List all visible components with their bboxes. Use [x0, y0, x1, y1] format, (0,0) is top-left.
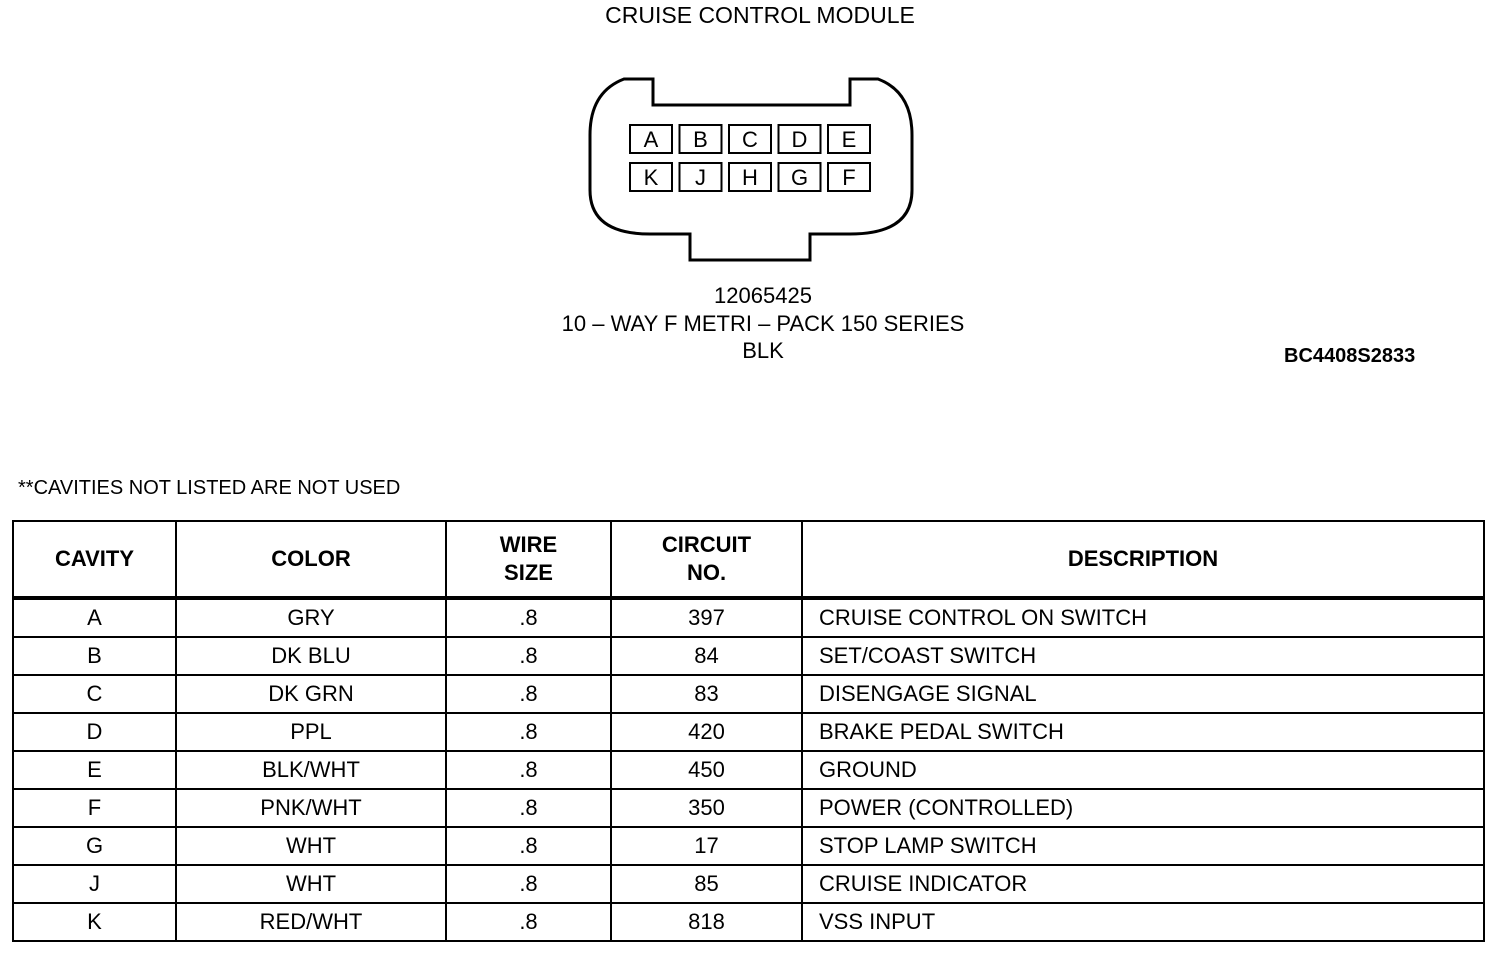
pin-label: F [842, 165, 856, 190]
table-row [13, 827, 1484, 865]
cavity-table [12, 520, 1485, 942]
cell-cavity: D [13, 713, 176, 751]
cell-color: WHT [176, 865, 446, 903]
connector-drawing [0, 0, 1504, 280]
cell-cavity: K [13, 903, 176, 941]
table-header-row [13, 521, 1484, 598]
header-color: COLOR [176, 521, 446, 598]
header-cavity: CAVITY [13, 521, 176, 598]
header-description: DESCRIPTION [802, 521, 1484, 598]
cell-description: VSS INPUT [802, 903, 1484, 941]
cell-wire-size: .8 [446, 903, 611, 941]
cell-description: DISENGAGE SIGNAL [802, 675, 1484, 713]
cell-description: SET/COAST SWITCH [802, 637, 1484, 675]
table-row [13, 751, 1484, 789]
table-row [13, 598, 1484, 637]
table-row [13, 675, 1484, 713]
cell-cavity: C [13, 675, 176, 713]
cell-circuit: 17 [611, 827, 802, 865]
cell-description: CRUISE INDICATOR [802, 865, 1484, 903]
pin-label: D [791, 127, 808, 152]
cell-circuit: 420 [611, 713, 802, 751]
pin-label: A [643, 127, 659, 152]
cell-description: STOP LAMP SWITCH [802, 827, 1484, 865]
cell-color: DK GRN [176, 675, 446, 713]
cell-cavity: E [13, 751, 176, 789]
cell-wire-size: .8 [446, 827, 611, 865]
cell-description: GROUND [802, 751, 1484, 789]
drawing-id: BC4408S2833 [1284, 345, 1416, 367]
pin-label: K [643, 165, 659, 190]
table-row [13, 789, 1484, 827]
cell-wire-size: .8 [446, 675, 611, 713]
cell-circuit: 818 [611, 903, 802, 941]
cell-color: WHT [176, 827, 446, 865]
cell-color: PPL [176, 713, 446, 751]
connector-description: 10 – WAY F METRI – PACK 150 SERIES [561, 311, 965, 336]
cell-wire-size: .8 [446, 789, 611, 827]
pin-label: G [790, 165, 809, 190]
cell-description: POWER (CONTROLLED) [802, 789, 1484, 827]
pin-label: H [742, 165, 758, 190]
part-number: 12065425 [714, 283, 812, 308]
cell-color: BLK/WHT [176, 751, 446, 789]
table-row [13, 903, 1484, 941]
cell-wire-size: .8 [446, 751, 611, 789]
connector-color: BLK [742, 338, 784, 363]
cell-cavity: A [13, 598, 176, 637]
cell-cavity: B [13, 637, 176, 675]
pin-label: J [695, 165, 706, 190]
cell-wire-size: .8 [446, 598, 611, 637]
cell-circuit: 350 [611, 789, 802, 827]
cell-cavity: J [13, 865, 176, 903]
header-wire-size: WIRE SIZE [446, 521, 611, 598]
cell-cavity: F [13, 789, 176, 827]
pin-row-top [630, 125, 870, 153]
diagram-title: CRUISE CONTROL MODULE [605, 2, 915, 28]
cell-color: PNK/WHT [176, 789, 446, 827]
cell-description: CRUISE CONTROL ON SWITCH [802, 598, 1484, 637]
cell-color: GRY [176, 598, 446, 637]
pin-label: C [742, 127, 758, 152]
cell-color: DK BLU [176, 637, 446, 675]
cell-wire-size: .8 [446, 865, 611, 903]
pin-label: B [693, 127, 708, 152]
cell-wire-size: .8 [446, 713, 611, 751]
cell-circuit: 85 [611, 865, 802, 903]
cavities-note: **CAVITIES NOT LISTED ARE NOT USED [18, 477, 401, 499]
header-circuit-no: CIRCUIT NO. [611, 521, 802, 598]
cell-description: BRAKE PEDAL SWITCH [802, 713, 1484, 751]
cell-cavity: G [13, 827, 176, 865]
pin-label: E [841, 127, 857, 152]
table-row [13, 637, 1484, 675]
cell-circuit: 397 [611, 598, 802, 637]
table-row [13, 713, 1484, 751]
pin-row-bottom [630, 163, 870, 191]
cell-circuit: 450 [611, 751, 802, 789]
cell-circuit: 83 [611, 675, 802, 713]
cell-wire-size: .8 [446, 637, 611, 675]
cell-color: RED/WHT [176, 903, 446, 941]
cell-circuit: 84 [611, 637, 802, 675]
table-row [13, 865, 1484, 903]
